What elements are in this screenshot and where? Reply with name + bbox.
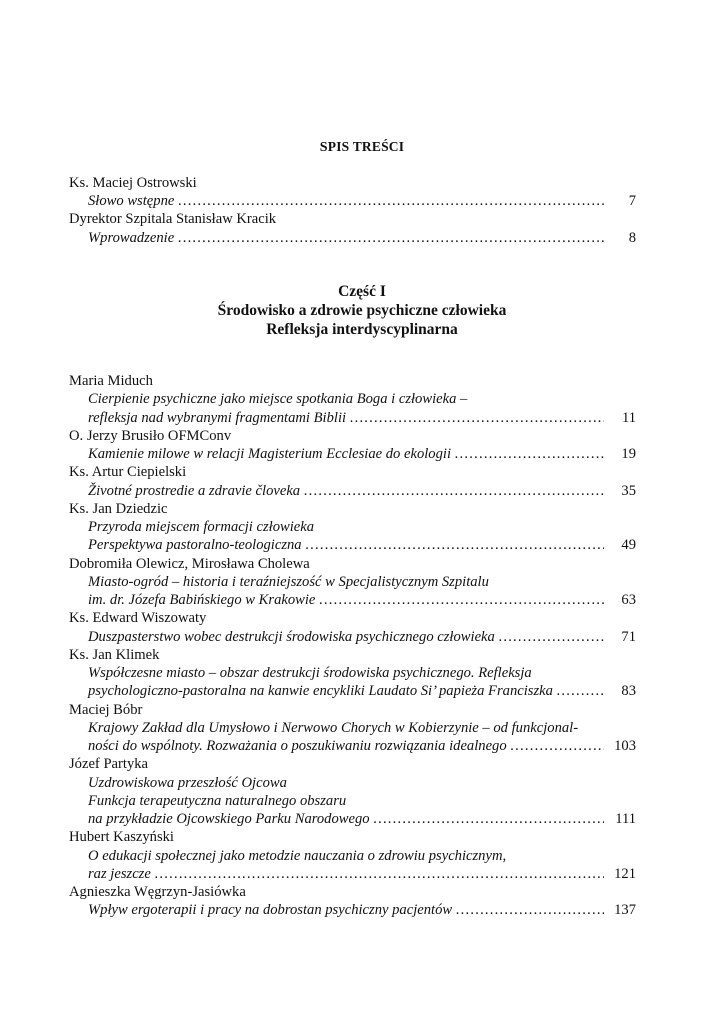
entry-title: Perspektywa pastoralno-teologiczna (88, 537, 302, 554)
entry-author: Ks. Maciej Ostrowski (69, 175, 197, 191)
leader-dots (454, 445, 604, 464)
entry-title-line: Uzdrowiskowa przeszłość Ojcowa (88, 774, 287, 791)
entry-title: Životné prostredie a zdravie človeka (88, 482, 301, 499)
part-label: Część I (338, 283, 386, 300)
entry-title: raz jeszcze (88, 865, 151, 882)
leader-dots (177, 192, 604, 211)
leader-dots (318, 591, 604, 610)
toc-entry-line[interactable] (88, 536, 636, 555)
entry-author: Maciej Bóbr (69, 701, 143, 718)
toc-entry-line[interactable] (88, 737, 636, 756)
page-number: 63 (621, 592, 636, 608)
page-number: 111 (615, 811, 636, 827)
entry-author: O. Jerzy Brusiło OFMConv (69, 427, 232, 444)
entry-title: Wprowadzenie (88, 230, 175, 246)
entry-author: Ks. Jan Dziedzic (69, 500, 168, 517)
page-number: 7 (628, 193, 636, 209)
entry-author: Ks. Edward Wiszowaty (69, 610, 207, 627)
toc-entry-line[interactable] (88, 409, 636, 428)
leader-dots (556, 682, 604, 701)
leader-dots (349, 409, 604, 428)
entry-title: psychologiczno-pastoralna na kanwie encykliki Laudato Si’ papieża Franciszka (88, 683, 553, 700)
page-number: 19 (621, 446, 636, 462)
page-number: 103 (614, 738, 636, 754)
toc-entry-line[interactable] (88, 901, 636, 920)
entry-title: na przykładzie Ojcowskiego Parku Narodowego (88, 811, 370, 827)
part-title: Środowisko a zdrowie psychiczne człowieka (217, 302, 507, 319)
entry-author: Ks. Artur Ciepielski (69, 464, 187, 481)
entry-title: refleksja nad wybranymi fragmentami Biblii (88, 409, 347, 426)
toc-entry-line[interactable] (88, 865, 636, 884)
leader-dots (498, 628, 604, 647)
page-number: 83 (621, 683, 636, 700)
entry-title-line: Funkcja terapeutyczna naturalnego obszaru (88, 792, 347, 809)
toc-entry-line[interactable] (88, 682, 636, 701)
entry-title: Słowo wstępne (88, 193, 175, 209)
leader-dots (305, 536, 604, 555)
leader-dots (510, 737, 604, 756)
entry-title-line: Krajowy Zakład dla Umysłowo i Nerwowo Chorych w Kobierzynie – od funkcjonal- (88, 719, 579, 736)
leader-dots (154, 865, 604, 884)
entry-title-line: Miasto-ogród – historia i teraźniejszość w Specjalistycznym Szpitalu (88, 573, 489, 590)
entry-title: ności do wspólnoty. Rozważania o poszukiwaniu rozwiązania idealnego (88, 738, 507, 754)
toc-entry-line[interactable] (88, 445, 636, 464)
entry-title-line: Współczesne miasto – obszar destrukcji środowiska psychicznego. Refleksja (88, 665, 532, 681)
toc-entry-line[interactable] (88, 229, 636, 248)
page-number: 137 (614, 902, 636, 919)
entry-author: Dobromiła Olewicz, Mirosława Cholewa (69, 555, 310, 572)
entry-title: Duszpasterstwo wobec destrukcji środowiska psychicznego człowieka (88, 628, 495, 645)
leader-dots (373, 810, 604, 829)
toc-entry-line[interactable] (88, 482, 636, 501)
entry-title: Wpływ ergoterapii i pracy na dobrostan psychiczny pacjentów (88, 902, 453, 919)
entry-author: Agnieszka Węgrzyn-Jasiówka (69, 884, 246, 900)
leader-dots (177, 229, 604, 248)
toc-entry-line[interactable] (88, 628, 636, 647)
entry-title: im. dr. Józefa Babińskiego w Krakowie (88, 592, 316, 608)
toc-heading-rest: PIS TREŚCI (327, 139, 405, 154)
page-number: 71 (621, 628, 636, 645)
entry-author: Hubert Kaszyński (69, 829, 174, 846)
page-number: 35 (621, 482, 636, 499)
entry-title-line: Przyroda miejscem formacji człowieka (88, 519, 315, 535)
toc-heading-initial: S (319, 140, 328, 155)
entry-title: Kamienie milowe w relacji Magisterium Ecclesiae do ekologii (88, 446, 452, 462)
toc-heading (0, 139, 724, 156)
entry-author: Maria Miduch (69, 373, 153, 389)
page-number: 8 (628, 230, 636, 246)
entry-author: Dyrektor Szpitala Stanisław Kracik (69, 211, 277, 227)
page-number: 121 (614, 865, 636, 882)
leader-dots (455, 901, 604, 920)
entry-title-line: O edukacji społecznej jako metodzie nauczania o zdrowiu psychicznym, (88, 847, 507, 864)
entry-title-line: Cierpienie psychiczne jako miejsce spotkania Boga i człowieka – (88, 391, 468, 408)
toc-entry-line[interactable] (88, 591, 636, 610)
entry-author: Ks. Jan Klimek (69, 646, 160, 663)
entry-author: Józef Partyka (69, 756, 149, 773)
toc-entry-line[interactable] (88, 810, 636, 829)
page-number: 49 (621, 537, 636, 554)
part-subtitle: Refleksja interdyscyplinarna (266, 321, 458, 338)
leader-dots (303, 482, 604, 501)
page-number: 11 (621, 409, 636, 426)
toc-entry-line[interactable] (88, 192, 636, 211)
